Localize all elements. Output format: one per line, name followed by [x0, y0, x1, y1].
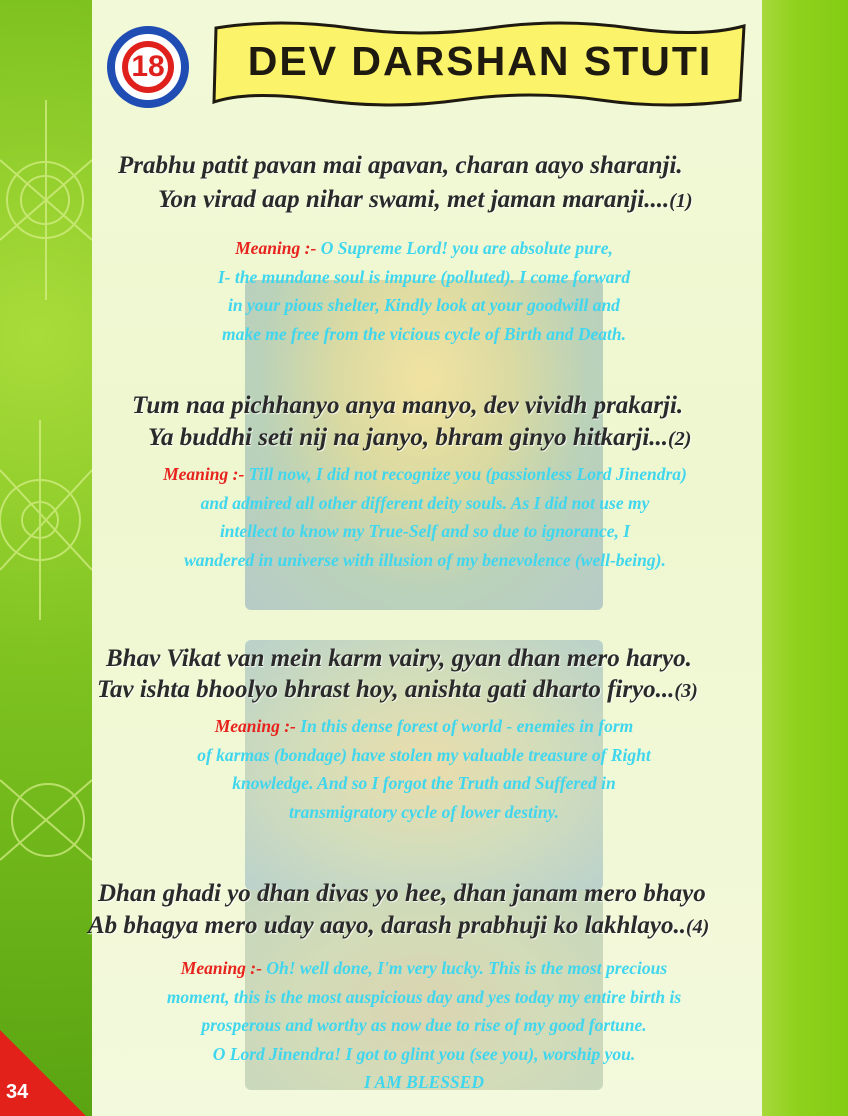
- meaning-line: moment, this is the most auspicious day and yes today my entire birth is: [166, 986, 682, 1007]
- verse-text: Ya buddhi seti nij na janyo, bhram ginyo hitkarji...: [148, 424, 669, 451]
- lesson-number: 18: [122, 41, 174, 93]
- meaning-text: In this dense forest of world - enemies in form: [300, 716, 634, 736]
- right-decorative-border: [762, 0, 848, 1116]
- sparkle-pattern-icon: [0, 0, 92, 1116]
- stanza-number: (1): [669, 190, 693, 212]
- verse-text: Tav ishta bhoolyo bhrast hoy, anishta gati dharto firyo...: [97, 676, 675, 703]
- meaning-line: in your pious shelter, Kindly look at your goodwill and: [228, 295, 620, 315]
- meaning-label: Meaning :-: [235, 238, 317, 258]
- meaning-line: transmigratory cycle of lower destiny.: [288, 801, 560, 822]
- stanza-number: (2): [668, 428, 692, 450]
- verse-line: [88, 912, 709, 940]
- meaning-label: Meaning :-: [163, 464, 245, 484]
- verse-line: Bhav Vikat van mein karm vairy, gyan dhan mero haryo.: [106, 645, 692, 672]
- meaning-line: wandered in universe with illusion of my benevolence (well-being).: [184, 549, 666, 570]
- meaning-label: Meaning :-: [214, 716, 296, 736]
- meaning-line: and admired all other different deity souls. As I did not use my: [200, 492, 650, 513]
- meaning-line: I- the mundane soul is impure (polluted). I come forward: [217, 266, 631, 287]
- meaning-line: [114, 712, 734, 741]
- meaning-text: O Supreme Lord! you are absolute pure,: [320, 238, 613, 258]
- meaning-line: intellect to know my True-Self and so due to ignorance, I: [219, 521, 631, 541]
- meaning-block: [96, 954, 752, 1097]
- lesson-number-badge: [107, 26, 189, 108]
- meaning-block: [114, 234, 734, 348]
- meaning-text: Till now, I did not recognize you (passionless Lord Jinendra): [248, 464, 687, 484]
- meaning-label: Meaning :-: [180, 958, 262, 978]
- verse-line: [158, 186, 693, 214]
- verse-line: Dhan ghadi yo dhan divas yo hee, dhan janam mero bhayo: [98, 880, 706, 907]
- page-number: 34: [6, 1081, 29, 1103]
- title-banner: [210, 18, 750, 110]
- page-title: DEV DARSHAN STUTI: [247, 38, 713, 84]
- verse-line: [148, 424, 691, 452]
- stanza-number: (4): [685, 916, 710, 938]
- meaning-line: knowledge. And so I forgot the Truth and Suffered in: [232, 773, 616, 793]
- meaning-line: [100, 460, 750, 489]
- meaning-line: I AM BLESSED: [364, 1072, 484, 1092]
- meaning-line: of karmas (bondage) have stolen my valuable treasure of Right: [197, 744, 651, 765]
- meaning-line: [114, 234, 734, 263]
- verse-text: Yon virad aap nihar swami, met jaman maranji....: [158, 186, 670, 213]
- meaning-line: make me free from the vicious cycle of Birth and Death.: [222, 323, 626, 344]
- stanza-number: (3): [674, 680, 698, 702]
- meaning-line: O Lord Jinendra! I got to glint you (see you), worship you.: [212, 1043, 636, 1064]
- meaning-line: [96, 954, 752, 983]
- meaning-line: prosperous and worthy as now due to rise of my good fortune.: [201, 1015, 647, 1035]
- verse-line: [97, 676, 698, 704]
- verse-text: Ab bhagya mero uday aayo, darash prabhuji ko lakhlayo..: [88, 912, 686, 939]
- left-decorative-border: [0, 0, 92, 1116]
- meaning-block: [114, 712, 734, 826]
- meaning-text: Oh! well done, I'm very lucky. This is the most precious: [266, 958, 668, 978]
- verse-line: Prabhu patit pavan mai apavan, charan aayo sharanji.: [118, 152, 683, 179]
- verse-line: Tum naa pichhanyo anya manyo, dev vividh prakarji.: [132, 392, 684, 419]
- meaning-block: [100, 460, 750, 574]
